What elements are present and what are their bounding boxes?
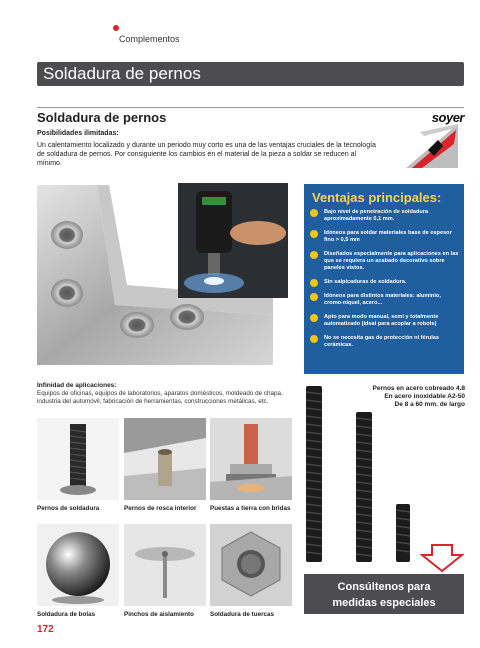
advantages-box — [304, 184, 464, 374]
advantage-item: Sin salpicaduras de soldadura. — [310, 279, 460, 286]
bullet-icon — [310, 251, 318, 259]
advantage-item: Bajo nivel de penetración de soldadura aproximadamente 0,1 mm. — [310, 209, 460, 223]
section-label: Complementos — [119, 34, 180, 44]
page-banner — [37, 62, 464, 86]
advantages-list — [310, 209, 460, 356]
arrow-down-icon — [420, 543, 464, 573]
soyer-logo — [398, 110, 464, 170]
bullet-icon — [310, 314, 318, 322]
applications-title: Infinidad de aplicaciones: — [37, 382, 117, 389]
thumb-internal-thread — [124, 418, 206, 500]
welding-gun-photo — [178, 183, 288, 298]
banner-title: Soldadura de pernos — [43, 64, 201, 83]
section-dot-icon — [113, 25, 119, 31]
bullet-icon — [310, 293, 318, 301]
bullet-icon — [310, 209, 318, 217]
thumb-nut-weld — [210, 524, 292, 606]
thumb-caption: Soldadura de tuercas — [210, 611, 275, 618]
intro-subtitle: Posibilidades ilimitadas: — [37, 130, 119, 137]
advantage-item: Idóneos para distintos materiales: aluminio, cromo-níquel, acero... — [310, 293, 460, 307]
intro-body: Un calentamiento localizado y durante un periodo muy corto es una de las ventajas cruciales de la tecnología de soldadura de pernos. Por consiguiente los cambios en el material de la pieza a soldar se reducen al mínimo. — [37, 142, 376, 167]
section-title: Soldadura de pernos — [37, 110, 167, 125]
applications-body: Equipos de oficinas, equipos de laboratorios, aparatos domésticos, moldeado de chapa, industria del automóvil, fabricación de herramientas, construcciones metálicas, etc. — [37, 390, 283, 405]
thumb-grounding — [210, 418, 292, 500]
advantage-item: Apto para modo manual, semi y totalmente automatizado (ideal para acoplar a robots) — [310, 314, 460, 328]
contact-cta — [304, 574, 464, 614]
cta-line-1: Consúltenos para — [337, 581, 431, 593]
thumb-insulation-pins — [124, 524, 206, 606]
thumb-caption: Puestas a tierra con bridas — [210, 505, 291, 512]
thumb-caption: Pinchos de aislamiento — [124, 611, 194, 618]
thumb-ball-weld — [37, 524, 119, 606]
advantage-item: Idóneos para soldar materiales base de espesor fino > 0,5 mm — [310, 230, 460, 244]
thumb-caption: Soldadura de bolas — [37, 611, 96, 618]
page-number: 172 — [37, 624, 54, 635]
threaded-studs-image — [300, 382, 464, 567]
bullet-icon — [310, 279, 318, 287]
bullet-icon — [310, 230, 318, 238]
thumb-caption: Pernos de soldadura — [37, 505, 100, 512]
thumb-weld-studs — [37, 418, 119, 500]
thumb-caption: Pernos de rosca interior — [124, 505, 197, 512]
bullet-icon — [310, 335, 318, 343]
advantages-title: Ventajas principales: — [312, 190, 442, 205]
logo-wordmark: soyer — [431, 110, 464, 125]
title-rule — [37, 107, 464, 108]
advantage-item: Diseñados especialmente para aplicaciones en las que se requiera un acabado decorativo sobre paneles vistos. — [310, 251, 460, 272]
studs-spec: Pernos en acero cobreado 4.8 En acero inoxidable A2-50 De 8 a 60 mm. de largo — [372, 385, 465, 408]
cta-line-2: medidas especiales — [332, 597, 436, 609]
advantage-item: No se necesita gas de protección ni férulas cerámicas. — [310, 335, 460, 349]
